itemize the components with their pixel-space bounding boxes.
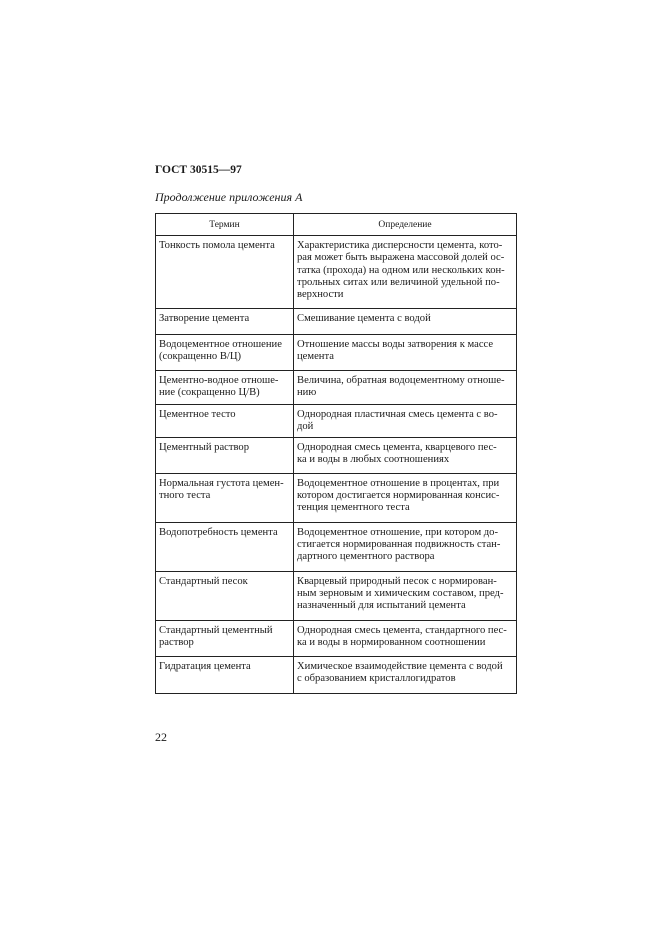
term-cell: Водоцементное отношение (сокращенно В/Ц) (156, 335, 294, 371)
page-number: 22 (155, 730, 167, 744)
term-cell: Тонкость помола цемента (156, 236, 294, 309)
term-cell: Цементно-водное отноше- ние (сокращенно Ц/В) (156, 371, 294, 405)
term-cell: Стандартный цементный раствор (156, 620, 294, 656)
definition-cell: Характеристика дисперсности цемента, кото- рая может быть выражена массовой долей ос- татка (прохода) на одном или нескольких кон- трольных ситах или величиной удельной по- верхности (294, 236, 517, 309)
definition-cell: Смешивание цемента с водой (294, 309, 517, 335)
definition-cell: Однородная пластичная смесь цемента с во- дой (294, 405, 517, 438)
table-row (156, 473, 517, 522)
table-row (156, 620, 517, 656)
definition-cell: Водоцементное отношение в процентах, при котором достигается нормированная консис- тенция цементного теста (294, 473, 517, 522)
table-row (156, 522, 517, 571)
table-row (156, 371, 517, 405)
definition-cell: Величина, обратная водоцементному отноше- нию (294, 371, 517, 405)
term-cell: Нормальная густота цемен- тного теста (156, 473, 294, 522)
appendix-continuation-title: Продолжение приложения А (155, 190, 303, 204)
definition-cell: Однородная смесь цемента, кварцевого пес- ка и воды в любых соотношениях (294, 437, 517, 473)
term-cell: Цементный раствор (156, 437, 294, 473)
definition-cell: Химическое взаимодействие цемента с водой с образованием кристаллогидратов (294, 656, 517, 693)
term-cell: Стандартный песок (156, 571, 294, 620)
term-cell: Водопотребность цемента (156, 522, 294, 571)
table-header-row (156, 214, 517, 236)
definition-cell: Кварцевый природный песок с нормирован- ным зерновым и химическим составом, пред- назначенный для испытаний цемента (294, 571, 517, 620)
definition-cell: Отношение массы воды затворения к массе цемента (294, 335, 517, 371)
document-code: ГОСТ 30515—97 (155, 164, 242, 176)
column-header-term: Термин (156, 214, 294, 236)
table-row (156, 571, 517, 620)
table-row (156, 335, 517, 371)
table-row (156, 437, 517, 473)
table-row (156, 309, 517, 335)
term-cell: Затворение цемента (156, 309, 294, 335)
term-cell: Гидратация цемента (156, 656, 294, 693)
definition-cell: Однородная смесь цемента, стандартного пес- ка и воды в нормированном соотношении (294, 620, 517, 656)
column-header-definition: Определение (294, 214, 517, 236)
table-row (156, 656, 517, 693)
term-cell: Цементное тесто (156, 405, 294, 438)
table-row (156, 236, 517, 309)
table-row (156, 405, 517, 438)
terms-table (155, 213, 517, 694)
definition-cell: Водоцементное отношение, при котором до- стигается нормированная подвижность стан- дартного цементного раствора (294, 522, 517, 571)
